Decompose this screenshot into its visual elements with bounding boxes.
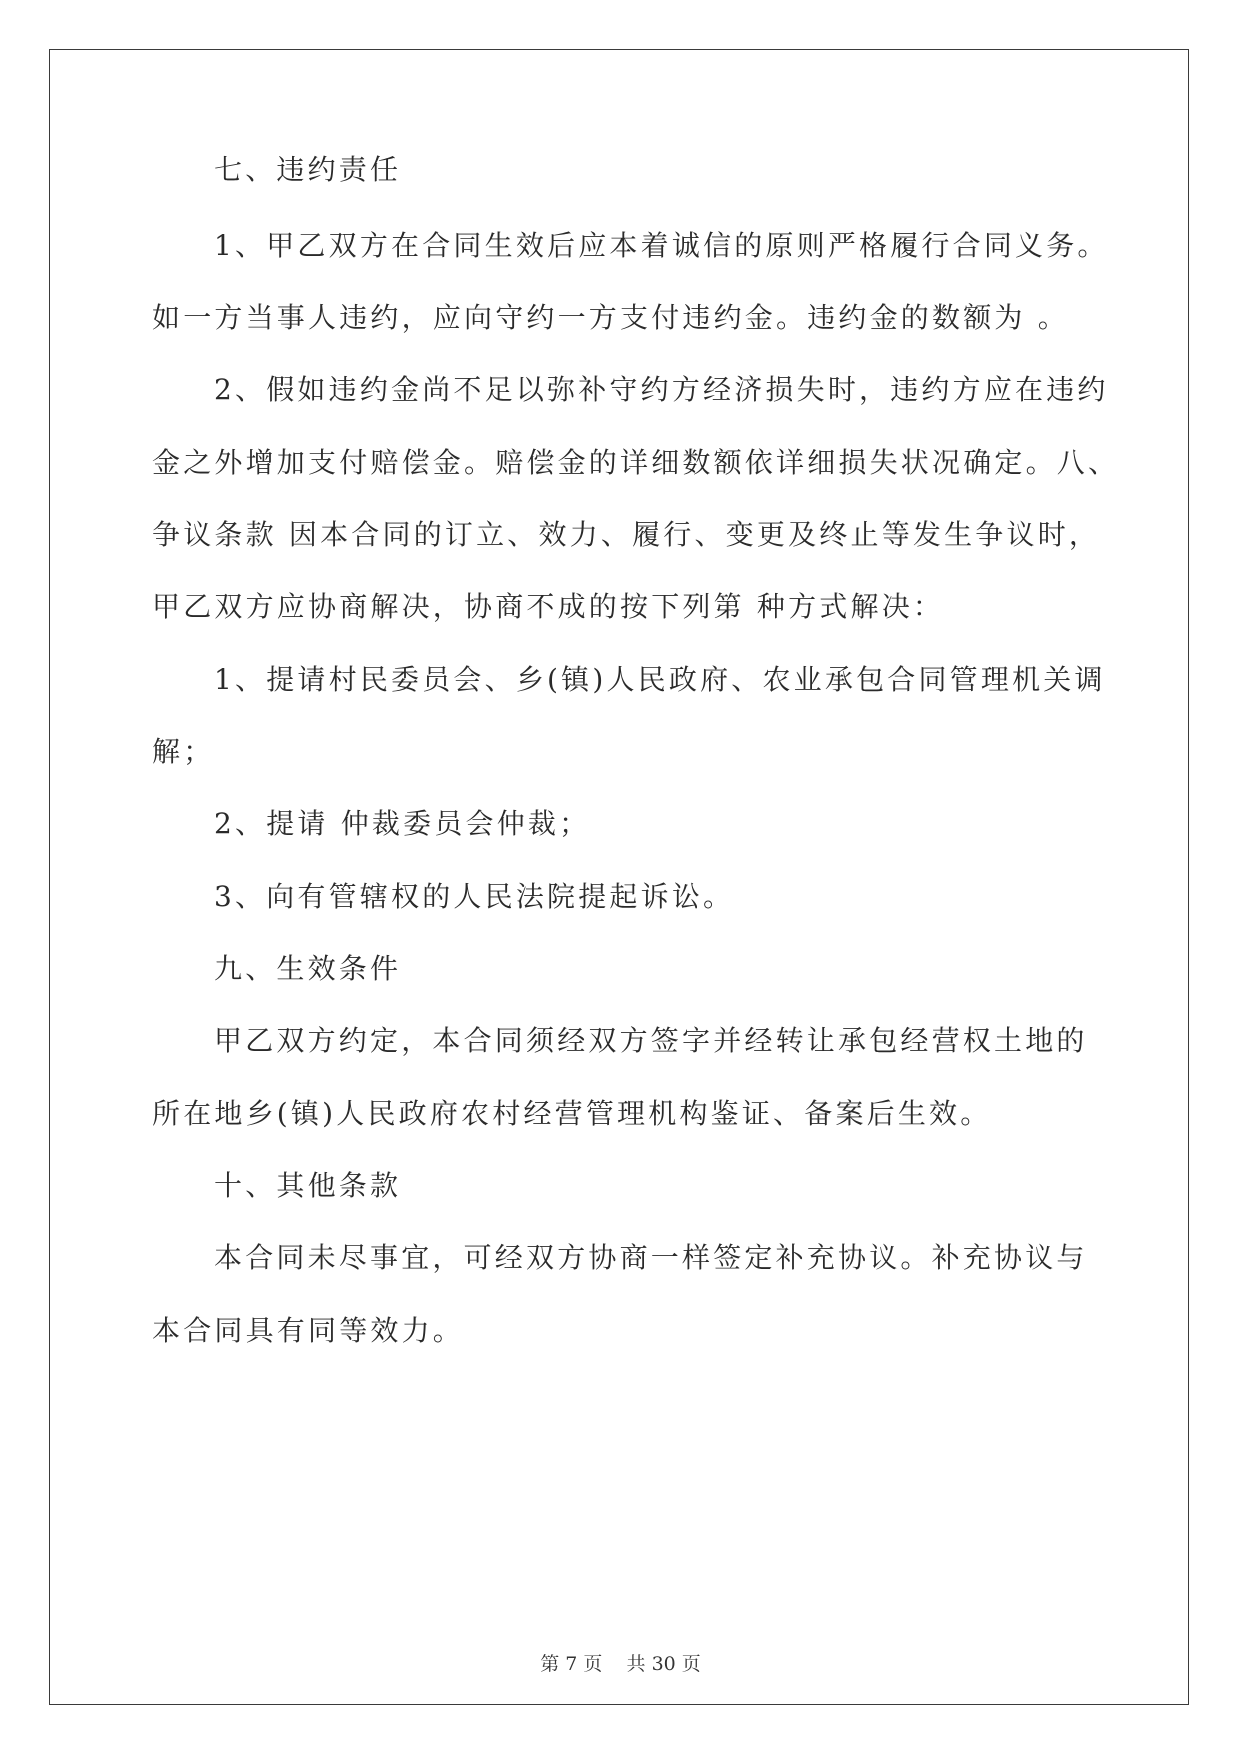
paragraph-line: 解；: [152, 735, 215, 768]
paragraph-line: 1、甲乙双方在合同生效后应本着诚信的原则严格履行合同义务。: [214, 229, 1109, 262]
paragraph-line: 如一方当事人违约，应向守约一方支付违约金。违约金的数额为 。: [152, 301, 1069, 334]
paragraph-line: 甲乙双方约定，本合同须经双方签字并经转让承包经营权土地的: [214, 1024, 1088, 1057]
paragraph-line: 本合同具有同等效力。: [152, 1314, 465, 1347]
page-footer: [0, 1652, 1241, 1676]
paragraph-line: 2、提请 仲裁委员会仲裁；: [214, 807, 591, 840]
page-number-label: 第 7 页 共 30 页: [540, 1653, 701, 1675]
paragraph-line: 3、向有管辖权的人民法院提起诉讼。: [214, 880, 735, 913]
paragraph-line: 本合同未尽事宜，可经双方协商一样签定补充协议。补充协议与: [214, 1241, 1088, 1274]
paragraph-line: 甲乙双方应协商解决，协商不成的按下列第 种方式解决：: [152, 590, 945, 623]
paragraph-line: 1、提请村民委员会、乡(镇)人民政府、农业承包合同管理机关调: [214, 663, 1106, 696]
paragraph-line: 所在地乡(镇)人民政府农村经营管理机构鉴证、备案后生效。: [152, 1097, 992, 1130]
section-heading-breach: 七、违约责任: [214, 153, 402, 186]
paragraph-line: 2、假如违约金尚不足以弥补守约方经济损失时，违约方应在违约: [214, 373, 1109, 406]
paragraph-line: 金之外增加支付赔偿金。赔偿金的详细数额依详细损失状况确定。八、: [152, 446, 1120, 479]
paragraph-line: 争议条款 因本合同的订立、效力、履行、变更及终止等发生争议时，: [152, 518, 1101, 551]
section-heading-other: 十、其他条款: [214, 1169, 402, 1202]
section-heading-effect: 九、生效条件: [214, 952, 402, 985]
